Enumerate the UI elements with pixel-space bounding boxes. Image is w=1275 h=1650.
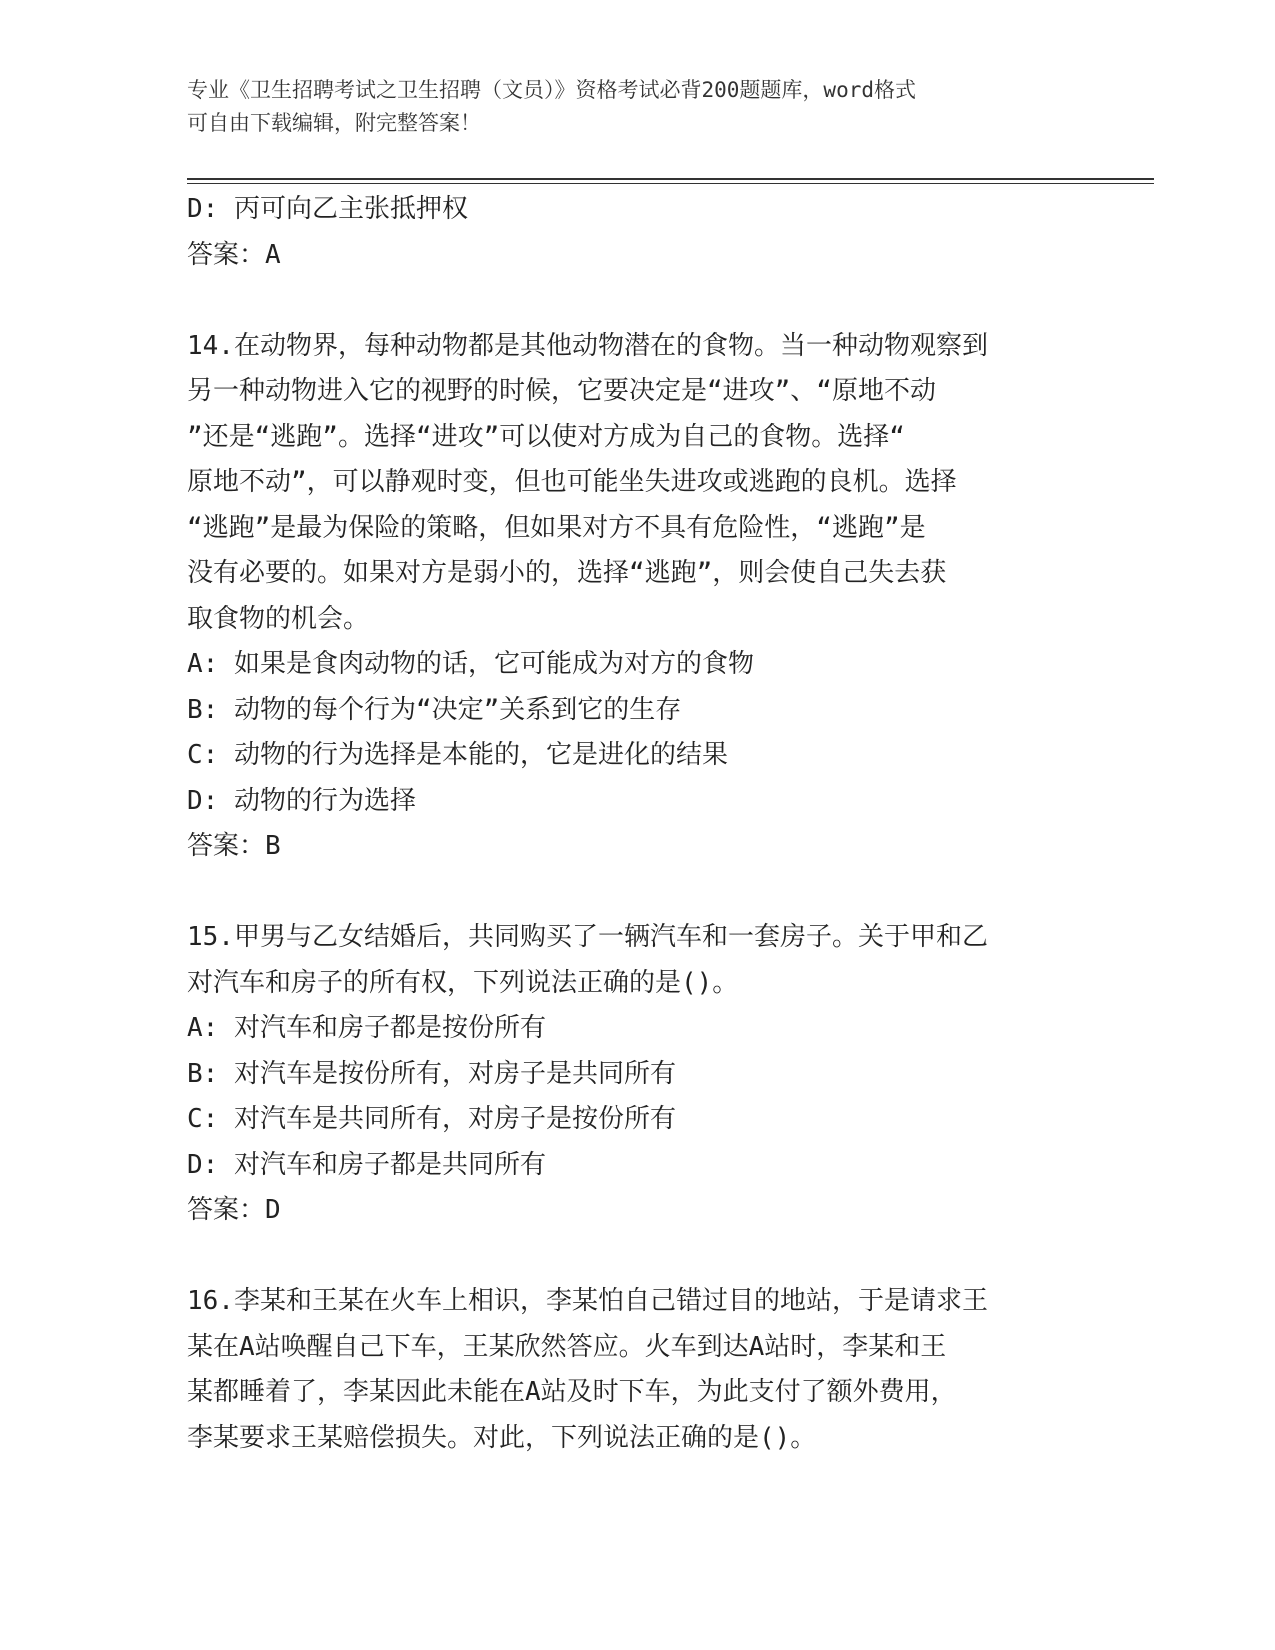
stem-line: 原地不动”，可以静观时变，但也可能坐失进攻或逃跑的良机。选择 xyxy=(187,467,957,497)
stem-line: 14.在动物界，每种动物都是其他动物潜在的食物。当一种动物观察到 xyxy=(187,330,988,361)
stem-line: ”还是“逃跑”。选择“进攻”可以使对方成为自己的食物。选择“ xyxy=(187,421,905,452)
stem-line: 另一种动物进入它的视野的时候，它要决定是“进攻”、“原地不动 xyxy=(187,376,936,406)
option-d: D: 动物的行为选择 xyxy=(187,785,416,816)
question-spacer xyxy=(187,278,1087,324)
answer: 答案：B xyxy=(187,831,281,861)
question-options xyxy=(187,642,1087,824)
question-spacer xyxy=(187,1234,1087,1280)
stem-line: 对汽车和房子的所有权，下列说法正确的是()。 xyxy=(187,967,739,998)
header-rule-thin xyxy=(187,183,1154,184)
answer: 答案：D xyxy=(187,1195,281,1225)
question-16 xyxy=(187,1279,1087,1461)
stem-line: 取食物的机会。 xyxy=(187,603,370,634)
option-b: B: 动物的每个行为“决定”关系到它的生存 xyxy=(187,694,682,725)
document-header xyxy=(187,74,1087,140)
question-13 xyxy=(187,187,1087,278)
option-b: B: 对汽车是按份所有，对房子是共同所有 xyxy=(187,1058,676,1089)
option-c: C: 对汽车是共同所有，对房子是按份所有 xyxy=(187,1104,676,1134)
header-line-1: 专业《卫生招聘考试之卫生招聘（文员）》资格考试必背200题题库，word格式 xyxy=(187,78,916,102)
stem-line: 没有必要的。如果对方是弱小的，选择“逃跑”，则会使自己失去获 xyxy=(187,558,947,588)
question-14 xyxy=(187,324,1087,870)
question-options xyxy=(187,1006,1087,1188)
option-a: A: 如果是食肉动物的话，它可能成为对方的食物 xyxy=(187,649,754,679)
stem-line: 15.甲男与乙女结婚后，共同购买了一辆汽车和一套房子。关于甲和乙 xyxy=(187,922,988,952)
question-stem xyxy=(187,1279,1087,1461)
question-spacer xyxy=(187,870,1087,916)
question-stem xyxy=(187,915,1087,1006)
option-d: D: 丙可向乙主张抵押权 xyxy=(187,194,468,224)
question-stem xyxy=(187,324,1087,643)
header-line-2: 可自由下载编辑，附完整答案！ xyxy=(187,111,481,135)
stem-line: 李某要求王某赔偿损失。对此，下列说法正确的是()。 xyxy=(187,1422,817,1453)
answer: 答案：A xyxy=(187,239,281,270)
header-rule-thick xyxy=(187,178,1154,180)
stem-line: 16.李某和王某在火车上相识，李某怕自己错过目的地站，于是请求王 xyxy=(187,1286,988,1316)
option-d: D: 对汽车和房子都是共同所有 xyxy=(187,1149,546,1180)
stem-line: 某在A站唤醒自己下车，王某欣然答应。火车到达A站时，李某和王 xyxy=(187,1331,947,1362)
stem-line: “逃跑”是最为保险的策略，但如果对方不具有危险性，“逃跑”是 xyxy=(187,512,926,543)
question-15 xyxy=(187,915,1087,1234)
option-c: C: 动物的行为选择是本能的，它是进化的结果 xyxy=(187,740,728,770)
document-body xyxy=(187,187,1087,1461)
option-a: A: 对汽车和房子都是按份所有 xyxy=(187,1013,546,1043)
stem-line: 某都睡着了，李某因此未能在A站及时下车，为此支付了额外费用， xyxy=(187,1377,957,1407)
